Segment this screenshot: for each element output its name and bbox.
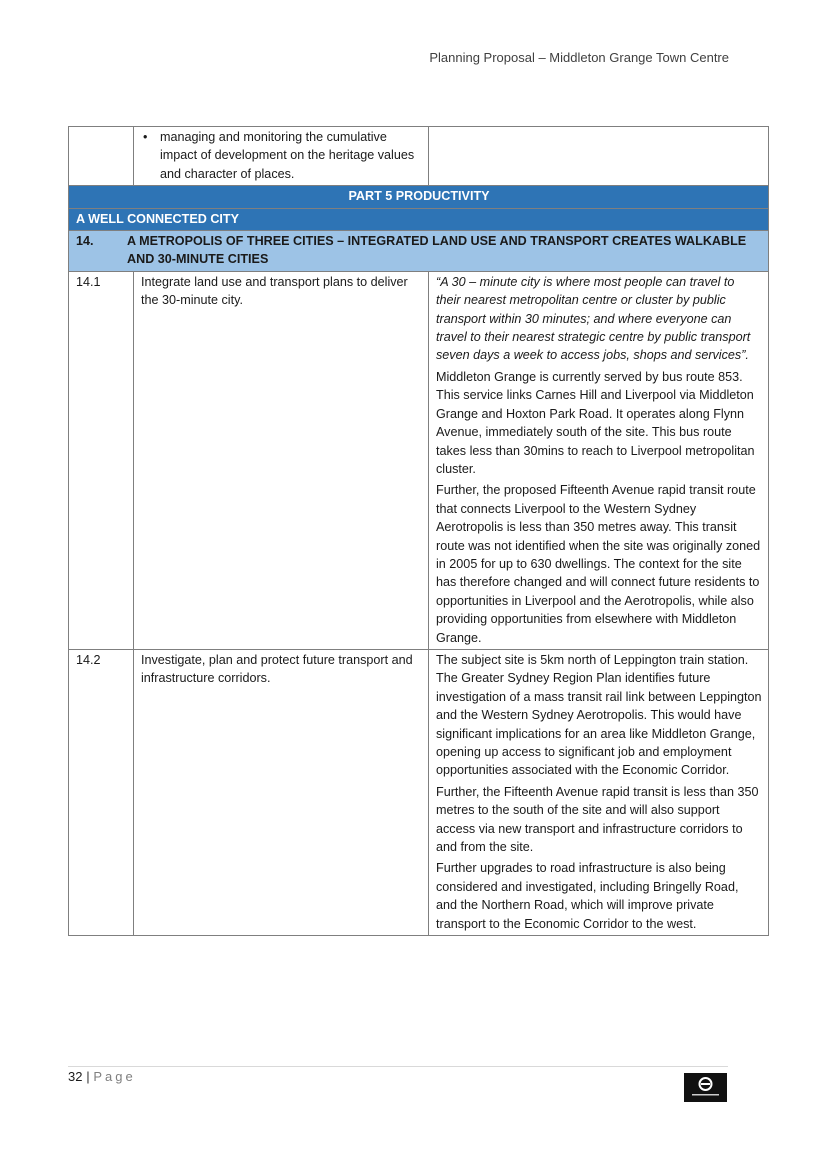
row-action: Integrate land use and transport plans to deliver the 30-minute city. bbox=[134, 271, 429, 649]
quote-text: “A 30 – minute city is where most people can travel to their nearest metropolitan centre or cluster by public transport within 30 minutes; and where everyone can travel to their nearest strategic centre by public transport seven days a week to access jobs, shops and services”. bbox=[436, 274, 751, 363]
response-paragraph: Further upgrades to road infrastructure is also being considered and investigated, including Bringelly Road, and the Northern Road, which will improve private transport to the Economic Corridor to the west. bbox=[436, 861, 739, 931]
section-heading: A WELL CONNECTED CITY bbox=[69, 208, 769, 230]
row-response bbox=[429, 271, 769, 649]
row-response bbox=[429, 649, 769, 935]
page-footer bbox=[68, 1069, 136, 1084]
cell-bullets bbox=[134, 127, 429, 186]
footer-divider bbox=[68, 1066, 728, 1067]
cell-empty bbox=[69, 127, 134, 186]
response-paragraph: Middleton Grange is currently served by bus route 853. This service links Carnes Hill and Liverpool via Middleton Grange and Hoxton Park Road. It operates along Flynn Avenue, immediately south of the site. This bus route takes less than 30mins to reach to Liverpool metropolitan cluster. bbox=[436, 369, 755, 476]
sub-heading-row bbox=[69, 231, 769, 272]
list-item bbox=[143, 128, 422, 183]
page-number: 32 bbox=[68, 1069, 83, 1084]
table-row-continued bbox=[69, 127, 769, 186]
section-heading-row bbox=[69, 208, 769, 230]
response-paragraph: The subject site is 5km north of Leppington train station. The Greater Sydney Region Plan identifies future investigation of a mass transit rail link between Leppington and the Western Sydney Aerotropolis. This would have significant implications for an area like Middleton Grange, opening up access to significant job and employment opportunities associated with the Economic Corridor. bbox=[436, 652, 762, 778]
response-paragraph: Further, the Fifteenth Avenue rapid transit is less than 350 metres to the south of the site and will also support access via new transport and infrastructure corridors to and from the site. bbox=[436, 784, 759, 855]
sub-heading-title: A METROPOLIS OF THREE CITIES – INTEGRATED LAND USE AND TRANSPORT CREATES WALKABLE AND 30-MINUTE CITIES bbox=[127, 234, 747, 267]
row-id: 14.2 bbox=[69, 649, 134, 935]
table-row bbox=[69, 649, 769, 935]
footer-separator: | bbox=[86, 1069, 90, 1084]
planning-firm-logo-icon bbox=[684, 1073, 727, 1102]
page-label: Page bbox=[93, 1069, 136, 1084]
part-heading: PART 5 PRODUCTIVITY bbox=[69, 186, 769, 208]
sub-heading bbox=[69, 231, 769, 272]
bullet-list bbox=[141, 128, 422, 183]
running-header: Planning Proposal – Middleton Grange Town Centre bbox=[429, 50, 729, 65]
bullet-icon: • bbox=[143, 130, 148, 144]
policy-table bbox=[68, 126, 769, 936]
part-heading-row bbox=[69, 186, 769, 208]
cell-empty bbox=[429, 127, 769, 186]
sub-heading-number: 14. bbox=[76, 234, 94, 249]
bullet-text: managing and monitoring the cumulative impact of development on the heritage values and character of places. bbox=[160, 130, 415, 181]
response-paragraph: Further, the proposed Fifteenth Avenue rapid transit route that connects Liverpool to the Western Sydney Aerotropolis is less than 350 metres away. This transit route was not identified when the site was originally zoned in 2005 for up to 630 dwellings. The context for the site has therefore changed and will connect future residents to opportunities in Liverpool and the Aerotropolis, while also providing opportunities from elsewhere with Middleton Grange. bbox=[436, 483, 761, 645]
row-action: Investigate, plan and protect future transport and infrastructure corridors. bbox=[134, 649, 429, 935]
row-id: 14.1 bbox=[69, 271, 134, 649]
table-row bbox=[69, 271, 769, 649]
